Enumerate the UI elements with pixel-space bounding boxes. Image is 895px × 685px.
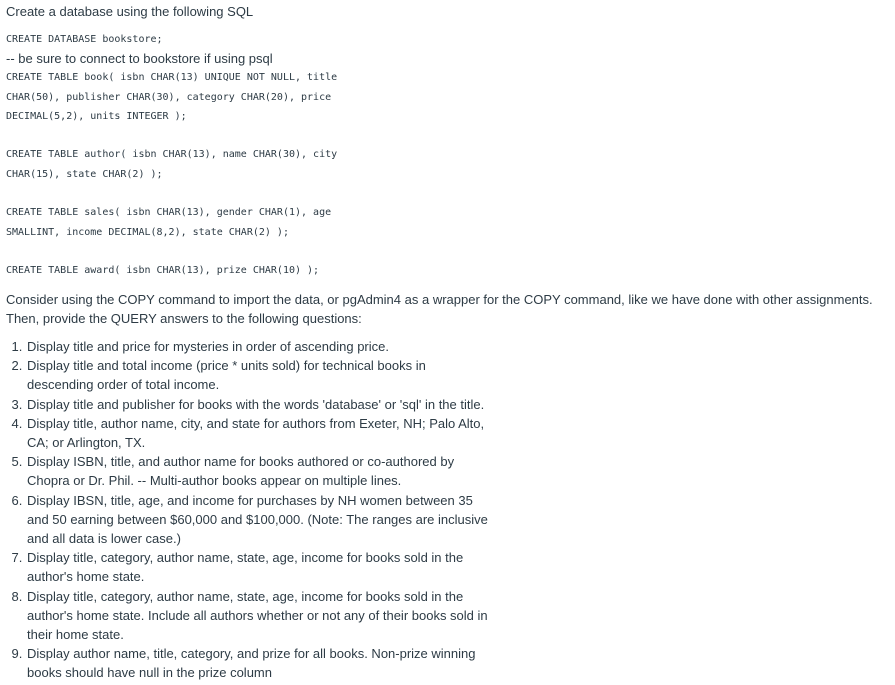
sql-book-line-3: DECIMAL(5,2), units INTEGER ); [6, 111, 187, 122]
question-item: 1. Display title and price for mysteries in order of ascending price. [26, 337, 491, 356]
sql-comment: -- be sure to connect to bookstore if using psql [6, 51, 273, 66]
sql-create-database: CREATE DATABASE bookstore; [6, 34, 163, 45]
page-heading: Create a database using the following SQL [6, 4, 254, 19]
sql-book-line-1: CREATE TABLE book( isbn CHAR(13) UNIQUE NOT NULL, title [6, 72, 338, 83]
question-item: 8. Display title, category, author name, state, age, income for books sold in the author's home state. Include all authors whether or not any of their books sold in their home state. [26, 587, 491, 645]
question-item: 9. Display author name, title, category, and prize for all books. Non-prize winning books should have null in the prize column [26, 644, 491, 682]
question-item: 2. Display title and total income (price * units sold) for technical books in descending order of total income. [26, 356, 491, 394]
sql-sales-line-2: SMALLINT, income DECIMAL(8,2), state CHAR(2) ); [6, 227, 289, 238]
question-item: 6. Display IBSN, title, age, and income for purchases by NH women between 35 and 50 earning between $60,000 and $100,000. (Note: The ranges are inclusive and all data is lower case.) [26, 491, 491, 549]
question-list [6, 337, 491, 683]
sql-author-line-2: CHAR(15), state CHAR(2) ); [6, 169, 163, 180]
instructions-paragraph: Consider using the COPY command to import the data, or pgAdmin4 as a wrapper for the COPY command, like we have done with other assignments. Then, provide the QUERY answers to the following questions: [6, 292, 873, 326]
sql-award-line-1: CREATE TABLE award( isbn CHAR(13), prize CHAR(10) ); [6, 265, 320, 276]
sql-book-line-2: CHAR(50), publisher CHAR(30), category CHAR(20), price [6, 92, 332, 103]
sql-sales-line-1: CREATE TABLE sales( isbn CHAR(13), gender CHAR(1), age [6, 207, 332, 218]
question-item: 5. Display ISBN, title, and author name for books authored or co-authored by Chopra or Dr. Phil. -- Multi-author books appear on multiple lines. [26, 452, 491, 490]
sql-author-line-1: CREATE TABLE author( isbn CHAR(13), name CHAR(30), city [6, 149, 338, 160]
question-item: 4. Display title, author name, city, and state for authors from Exeter, NH; Palo Alto, CA; or Arlington, TX. [26, 414, 491, 452]
question-item: 3. Display title and publisher for books with the words 'database' or 'sql' in the title. [26, 395, 491, 414]
question-item: 7. Display title, category, author name, state, age, income for books sold in the author's home state. [26, 548, 491, 586]
